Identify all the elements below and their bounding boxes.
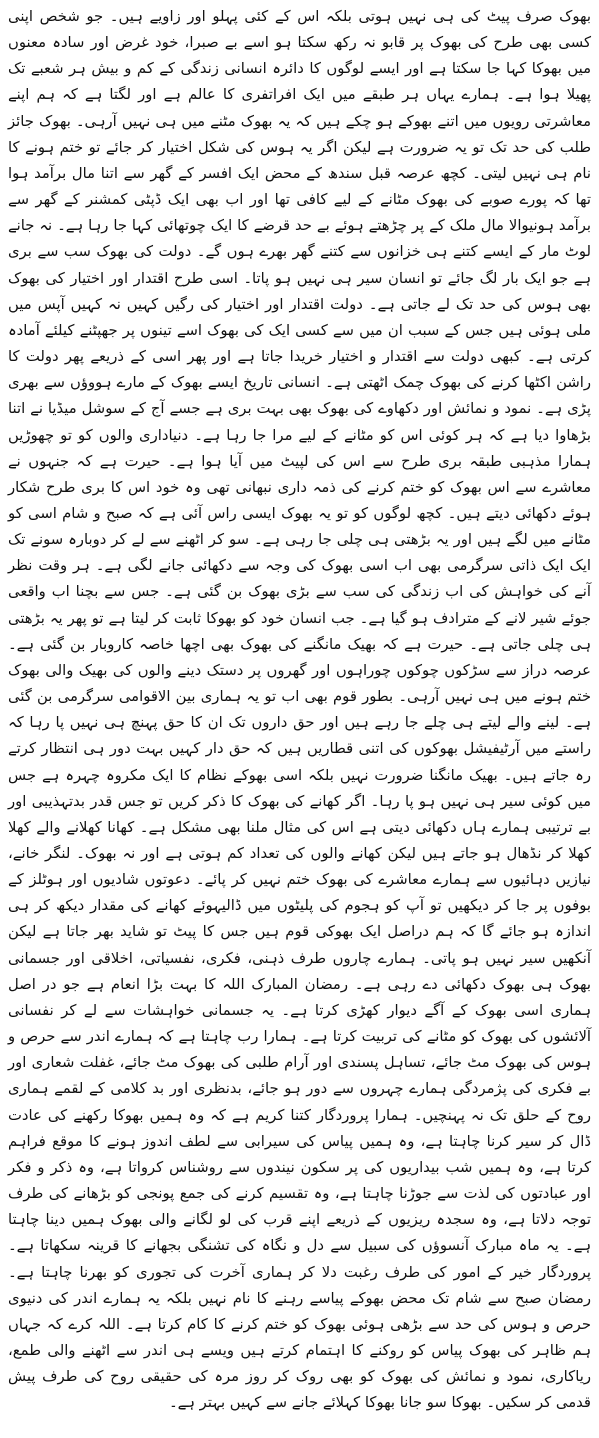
article-paragraph: بھوک صرف پیٹ کی ہی نہیں ہوتی بلکہ اس کے کئی پہلو اور زاویے ہیں۔ جو شخص اپنی کسی بھی طرح کی بھوک پر قابو نہ رکھ سکتا ہو اسے بے صبرا، خود غرض اور سادہ معنوں میں بھوکا کہا جا سکتا ہے اور ایسے لوگوں کا دائرہ انسانی زندگی کے کم و بیش ہر شعبے تک پھیلا ہوا ہے۔ ہمارے یہاں ہر طبقے میں ایک افراتفری کا عالم ہے اور لگتا ہے کہ ہم اپنے معاشرتی رویوں میں اتنے بھوکے ہو چکے ہیں کہ یہ بھوک مٹنے میں ہی نہیں آرہی۔ بھوک جائز طلب کی حد تک تو یہ ضرورت ہے لیکن اگر یہ ہوس کی شکل اختیار کر جائے تو ختم ہونے کا نام ہی نہیں لیتی۔ کچھ عرصہ قبل سندھ کے محض ایک افسر کے گھر سے اتنا مال برآمد ہوا تھا کہ پورے صوبے کی بھوک مٹانے کے لیے کافی تھا اور اب بھی ایک ڈپٹی کمشنر کے گھر سے برآمد ہونیوالا مال ملک کے پر چڑھتے ہوئے بے حد قرضے کا ایک چوتھائی کہا جا رہا ہے۔ نہ جانے لوٹ مار کے ایسے کتنے ہی خزانوں سے کتنے گھر بھرے ہوں گے۔ دولت کی بھوک سب سے بری ہے جو ایک بار لگ جائے تو انسان سیر ہی نہیں ہو پاتا۔ اسی طرح اقتدار اور اختیار کی بھوک بھی ہوس کی حد تک لے جاتی ہے۔ دولت اقتدار اور اختیار کی رگیں کہیں نہ کہیں آپس میں ملی ہوئی ہیں جس کے سبب ان میں سے کسی ایک کی بھوک اسے تینوں پر جھپٹنے کیلئے آمادہ کرتی ہے۔ کبھی دولت سے اقتدار و اختیار خریدا جاتا ہے اور پھر اسی کے ذریعے پھر دولت کا راشن اکٹھا کرنے کی بھوک چمک اٹھتی ہے۔ انسانی تاریخ ایسے بھوک کے مارے ہووؤں سے بھری پڑی ہے۔ نمود و نمائش اور دکھاوے کی بھوک بھی بہت بری ہے جسے آج کے سوشل میڈیا نے اتنا بڑھاوا دیا ہے کہ ہر کوئی اس کو مٹانے کے لیے مرا جا رہا ہے۔ دنیاداری والوں کو تو چھوڑیں ہمارا مذہبی طبقہ بری طرح سے اس کی لپیٹ میں آیا ہوا ہے۔ حیرت ہے کہ جنہوں نے معاشرے سے اس بھوک کو ختم کرنے کی ذمہ داری نبھانی تھی وہ خود اس کا بری طرح شکار ہوئے دکھائی دیتے ہیں۔ کچھ لوگوں کو تو یہ بھوک ایسی راس آئی ہے کہ صبح و شام اسی کو مٹانے میں لگے ہیں اور یہ بڑھتی ہی چلی جا رہی ہے۔ سو کر اٹھنے سے لے کر دوبارہ سونے تک ایک ایک ذاتی سرگرمی بھی اب اسی بھوک کی وجہ سے دکھائی جانے لگی ہے۔ ہر وقت نظر آنے کی خواہش کی اب زندگی کی سب سے بڑی بھوک بن گئی ہے۔ جس سے بچنا اب واقعی جوئے شیر لانے کے مترادف ہو گیا ہے۔ جب انسان خود کو بھوکا ثابت کر لیتا ہے تو پھر یہ بڑھتی ہی چلی جاتی ہے۔ حیرت ہے کہ بھیک مانگنے کی بھوک بھی اچھا خاصہ کاروبار بن گئی ہے۔ عرصہ دراز سے سڑکوں چوکوں چوراہوں اور گھروں پر دستک دینے والوں کی بھیک والی بھوک ختم ہونے میں ہی نہیں آرہی۔ بطور قوم بھی اب تو یہ ہماری بین الاقوامی سرگرمی بن گئی ہے۔ لینے والے لیتے ہی چلے جا رہے ہیں اور حق داروں تک ان کا حق پہنچ ہی نہیں پا رہا کہ راستے میں آرٹیفیشل بھوکوں کی اتنی قطاریں ہیں کہ حق دار کہیں بہت دور ہی انتظار کرتے رہ جاتے ہیں۔ بھیک مانگنا ضرورت نہیں بلکہ اسی بھوکے نظام کا ایک مکروہ چہرہ ہے جس میں کوئی سیر ہی نہیں ہو پا رہا۔ اگر کھانے کی بھوک کا ذکر کریں تو جس قدر بدتہذیبی اور بے ترتیبی ہمارے ہاں دکھائی دیتی ہے اس کی مثال ملنا بھی مشکل ہے۔ کھانا کھلانے والے کھلا کھلا کر نڈھال ہو جاتے ہیں لیکن کھانے والوں کی تعداد کم ہوتی ہے اور نہ بھوک۔ لنگر خانے، نیازیں دہائیوں سے ہمارے معاشرے کی بھوک ختم نہیں کر پائے۔ دعوتوں شادیوں اور ہوٹلز کے بوفوں پر جا کر دیکھیں تو آپ کو ہجوم کی پلیٹوں میں ڈالیہوئے کھانے کی مقدار دیکھ کر ہی اندازہ ہو جائے گا کہ ہم دراصل ایک بھوکی قوم ہیں جس کا پیٹ تو شاید بھر جاتا ہے لیکن آنکھیں سیر نہیں ہو پاتی۔ ہمارے چاروں طرف ذہنی، فکری، نفسیاتی، اخلاقی اور جسمانی بھوک ہی بھوک دکھائی دے رہی ہے۔ رمضان المبارک اللہ کا بہت بڑا انعام ہے جو در اصل ہماری اسی بھوک کے آگے دیوار کھڑی کرتا ہے۔ یہ جسمانی خواہشات سے لے کر نفسانی آلائشوں کی بھوک کو مٹانے کی تربیت کرتا ہے۔ ہمارا رب چاہتا ہے کہ ہمارے اندر سے حرص و ہوس کی بھوک مٹ جائے، تساہل پسندی اور آرام طلبی کی بھوک مٹ جائے، غفلت شعاری اور بے فکری کی پژمردگی ہمارے چہروں سے دور ہو جائے، بدنظری اور بد کلامی کے لقمے ہماری روح کے حلق تک نہ پہنچیں۔ ہمارا پروردگار کتنا کریم ہے کہ وہ ہمیں بھوکا رکھنے کی عادت ڈال کر سیر کرنا چاہتا ہے، وہ ہمیں پیاس کی سیرابی سے لطف اندوز ہونے کا موقع فراہم کرتا ہے، وہ ہمیں شب بیداریوں کی پر سکون نیندوں سے روشناس کرواتا ہے، وہ ذکر و فکر اور عبادتوں کی لذت سے جوڑنا چاہتا ہے، وہ تقسیم کرنے کی جمع پونجی کو بڑھانے کی طرف توجہ دلاتا ہے، وہ سجدہ ریزیوں کے ذریعے اپنے قرب کی لو لگانے والی بھوک ہمیں دینا چاہتا ہے۔ یہ ماہ مبارک آنسوؤں کی سبیل سے دل و نگاہ کی تشنگی بجھانے کا قرینہ سکھاتا ہے۔ پروردگار خیر کے امور کی طرف رغبت دلا کر ہماری آخرت کی تجوری کو بھرنا چاہتا ہے۔ رمضان صبح سے شام تک محض بھوکے پیاسے رہنے کا نام نہیں بلکہ یہ ہمارے اندر کی دنیوی حرص و ہوس کی حد سے بڑھی ہوئی بھوک کو ختم کرنے کا کام کرتا ہے۔ اللہ کرے کہ جہاں ہم ظاہر کی بھوک پیاس کو روکنے کا اہتمام کرتے ہیں ویسے ہی اندر سے اٹھنے والی طمع، ریاکاری، نمود و نمائش کی بھوک کو بھی روک کر روز مرہ کی حقیقی روح کی طرف پیش قدمی کر سکیں۔ بھوکا سو جانا بھوکا کہلائے جانے سے کہیں بہتر ہے۔ (8, 8, 591, 1412)
article-body (8, 4, 591, 1416)
